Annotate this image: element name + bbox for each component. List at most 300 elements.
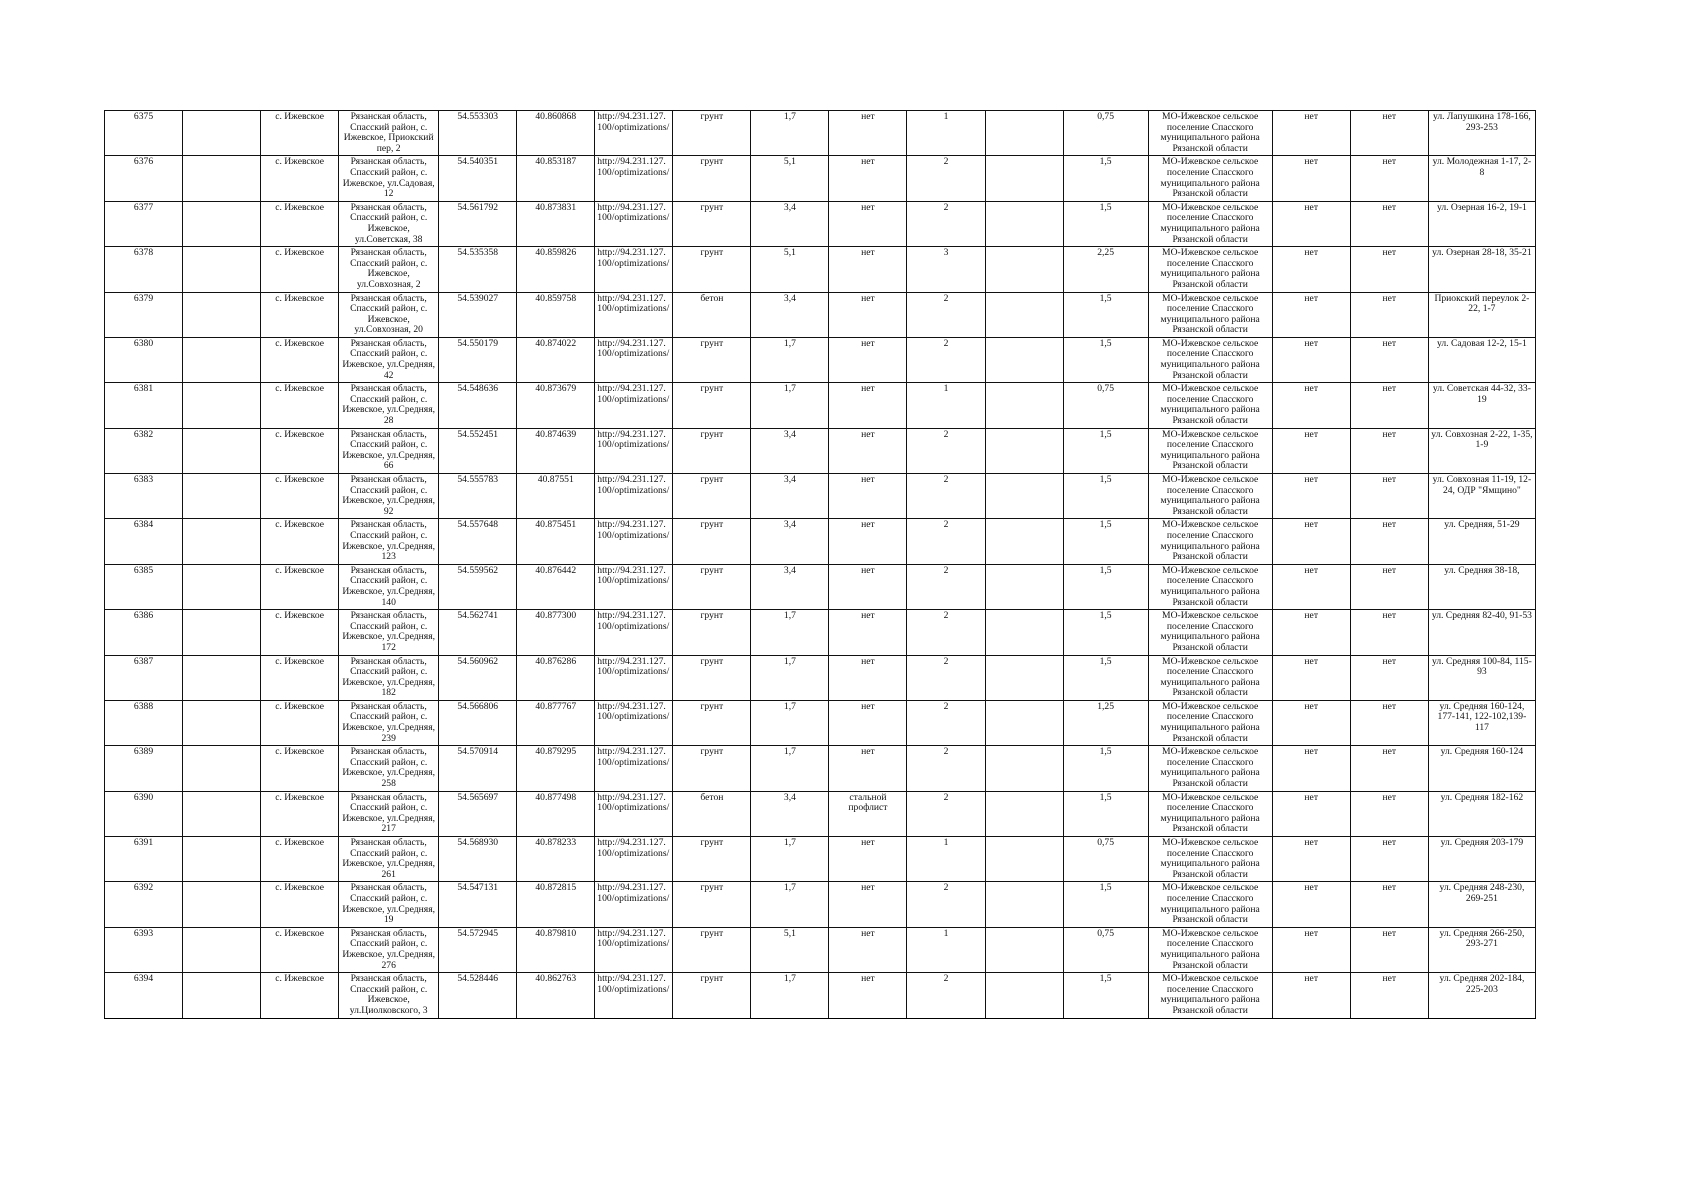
container-count-cell: 2	[907, 610, 985, 655]
flag-cell: нет	[1350, 156, 1428, 201]
longitude-cell: 40.873679	[517, 383, 595, 428]
volume-cell: 1,5	[1063, 610, 1148, 655]
area-cell: 1,7	[751, 746, 829, 791]
empty-cell	[183, 383, 261, 428]
address-cell: Рязанская область, Спасский район, с. Ижевское, ул.Средняя, 276	[339, 927, 439, 972]
address-cell: Рязанская область, Спасский район, с. Ижевское, ул.Средняя, 140	[339, 564, 439, 609]
flag-cell: нет	[1350, 292, 1428, 337]
cover-cell: нет	[829, 564, 907, 609]
flag-cell: нет	[1272, 700, 1350, 745]
address-cell: Рязанская область, Спасский район, с. Ижевское, ул.Садовая, 12	[339, 156, 439, 201]
area-cell: 1,7	[751, 700, 829, 745]
empty-cell	[183, 247, 261, 292]
empty-cell	[985, 474, 1063, 519]
served-addresses-cell: ул. Средняя 100-84, 115-93	[1428, 655, 1535, 700]
row-id-cell: 6376	[105, 156, 183, 201]
longitude-cell: 40.877300	[517, 610, 595, 655]
empty-cell	[985, 791, 1063, 836]
empty-cell	[183, 292, 261, 337]
volume-cell: 0,75	[1063, 927, 1148, 972]
container-count-cell: 1	[907, 837, 985, 882]
table-row	[105, 700, 1536, 745]
surface-cell: грунт	[673, 927, 751, 972]
served-addresses-cell: ул. Средняя 248-230, 269-251	[1428, 882, 1535, 927]
owner-cell: МО-Ижевское сельское поселение Спасского муниципального района Рязанской области	[1148, 564, 1272, 609]
row-id-cell: 6379	[105, 292, 183, 337]
empty-cell	[985, 564, 1063, 609]
owner-cell: МО-Ижевское сельское поселение Спасского муниципального района Рязанской области	[1148, 519, 1272, 564]
address-cell: Рязанская область, Спасский район, с. Ижевское, ул.Совхозная, 2	[339, 247, 439, 292]
url-cell: http://94.231.127.100/optimizations/	[595, 156, 673, 201]
row-id-cell: 6377	[105, 201, 183, 246]
cover-cell: нет	[829, 292, 907, 337]
empty-cell	[985, 927, 1063, 972]
address-cell: Рязанская область, Спасский район, с. Ижевское, ул.Средняя, 19	[339, 882, 439, 927]
volume-cell: 1,5	[1063, 156, 1148, 201]
empty-cell	[985, 882, 1063, 927]
flag-cell: нет	[1350, 111, 1428, 156]
container-count-cell: 1	[907, 111, 985, 156]
table-row	[105, 655, 1536, 700]
flag-cell: нет	[1272, 973, 1350, 1018]
surface-cell: грунт	[673, 655, 751, 700]
surface-cell: грунт	[673, 383, 751, 428]
url-cell: http://94.231.127.100/optimizations/	[595, 564, 673, 609]
flag-cell: нет	[1350, 519, 1428, 564]
row-id-cell: 6393	[105, 927, 183, 972]
cover-cell: нет	[829, 700, 907, 745]
address-cell: Рязанская область, Спасский район, с. Ижевское, ул.Средняя, 172	[339, 610, 439, 655]
flag-cell: нет	[1350, 927, 1428, 972]
owner-cell: МО-Ижевское сельское поселение Спасского муниципального района Рязанской области	[1148, 474, 1272, 519]
owner-cell: МО-Ижевское сельское поселение Спасского муниципального района Рязанской области	[1148, 700, 1272, 745]
served-addresses-cell: ул. Средняя 38-18,	[1428, 564, 1535, 609]
volume-cell: 1,5	[1063, 428, 1148, 473]
table-row	[105, 564, 1536, 609]
flag-cell: нет	[1272, 837, 1350, 882]
container-count-cell: 2	[907, 292, 985, 337]
container-count-cell: 2	[907, 474, 985, 519]
container-count-cell: 2	[907, 337, 985, 382]
served-addresses-cell: ул. Средняя 182-162	[1428, 791, 1535, 836]
row-id-cell: 6383	[105, 474, 183, 519]
area-cell: 1,7	[751, 973, 829, 1018]
settlement-cell: с. Ижевское	[261, 927, 339, 972]
empty-cell	[183, 201, 261, 246]
volume-cell: 1,5	[1063, 564, 1148, 609]
container-count-cell: 1	[907, 927, 985, 972]
longitude-cell: 40.859826	[517, 247, 595, 292]
url-cell: http://94.231.127.100/optimizations/	[595, 837, 673, 882]
container-count-cell: 2	[907, 519, 985, 564]
settlement-cell: с. Ижевское	[261, 337, 339, 382]
longitude-cell: 40.879810	[517, 927, 595, 972]
container-count-cell: 2	[907, 973, 985, 1018]
settlement-cell: с. Ижевское	[261, 610, 339, 655]
flag-cell: нет	[1350, 837, 1428, 882]
flag-cell: нет	[1350, 973, 1428, 1018]
address-cell: Рязанская область, Спасский район, с. Ижевское, ул.Средняя, 92	[339, 474, 439, 519]
owner-cell: МО-Ижевское сельское поселение Спасского муниципального района Рязанской области	[1148, 292, 1272, 337]
url-cell: http://94.231.127.100/optimizations/	[595, 973, 673, 1018]
served-addresses-cell: ул. Лапушкина 178-166, 293-253	[1428, 111, 1535, 156]
row-id-cell: 6386	[105, 610, 183, 655]
owner-cell: МО-Ижевское сельское поселение Спасского муниципального района Рязанской области	[1148, 201, 1272, 246]
area-cell: 5,1	[751, 156, 829, 201]
url-cell: http://94.231.127.100/optimizations/	[595, 610, 673, 655]
surface-cell: грунт	[673, 973, 751, 1018]
settlement-cell: с. Ижевское	[261, 428, 339, 473]
flag-cell: нет	[1272, 746, 1350, 791]
table-row	[105, 428, 1536, 473]
address-cell: Рязанская область, Спасский район, с. Ижевское, ул.Средняя, 217	[339, 791, 439, 836]
area-cell: 1,7	[751, 837, 829, 882]
row-id-cell: 6382	[105, 428, 183, 473]
latitude-cell: 54.528446	[439, 973, 517, 1018]
url-cell: http://94.231.127.100/optimizations/	[595, 882, 673, 927]
surface-cell: грунт	[673, 610, 751, 655]
url-cell: http://94.231.127.100/optimizations/	[595, 791, 673, 836]
empty-cell	[985, 247, 1063, 292]
latitude-cell: 54.552451	[439, 428, 517, 473]
row-id-cell: 6381	[105, 383, 183, 428]
url-cell: http://94.231.127.100/optimizations/	[595, 247, 673, 292]
empty-cell	[985, 973, 1063, 1018]
surface-cell: грунт	[673, 519, 751, 564]
url-cell: http://94.231.127.100/optimizations/	[595, 383, 673, 428]
volume-cell: 1,5	[1063, 519, 1148, 564]
settlement-cell: с. Ижевское	[261, 837, 339, 882]
served-addresses-cell: ул. Совхозная 11-19, 12-24, ОДР "Ямщино"	[1428, 474, 1535, 519]
area-cell: 1,7	[751, 882, 829, 927]
settlement-cell: с. Ижевское	[261, 292, 339, 337]
address-cell: Рязанская область, Спасский район, с. Ижевское, ул.Средняя, 261	[339, 837, 439, 882]
surface-cell: бетон	[673, 292, 751, 337]
url-cell: http://94.231.127.100/optimizations/	[595, 111, 673, 156]
area-cell: 3,4	[751, 564, 829, 609]
latitude-cell: 54.557648	[439, 519, 517, 564]
area-cell: 3,4	[751, 201, 829, 246]
flag-cell: нет	[1272, 564, 1350, 609]
empty-cell	[183, 337, 261, 382]
surface-cell: грунт	[673, 156, 751, 201]
container-count-cell: 2	[907, 700, 985, 745]
cover-cell: нет	[829, 337, 907, 382]
flag-cell: нет	[1350, 383, 1428, 428]
owner-cell: МО-Ижевское сельское поселение Спасского муниципального района Рязанской области	[1148, 383, 1272, 428]
table-row	[105, 247, 1536, 292]
latitude-cell: 54.540351	[439, 156, 517, 201]
flag-cell: нет	[1272, 791, 1350, 836]
flag-cell: нет	[1350, 474, 1428, 519]
address-cell: Рязанская область, Спасский район, с. Ижевское, ул.Средняя, 258	[339, 746, 439, 791]
address-cell: Рязанская область, Спасский район, с. Ижевское, ул.Средняя, 239	[339, 700, 439, 745]
row-id-cell: 6389	[105, 746, 183, 791]
table-row	[105, 927, 1536, 972]
table-row	[105, 156, 1536, 201]
cover-cell: нет	[829, 519, 907, 564]
area-cell: 3,4	[751, 292, 829, 337]
row-id-cell: 6387	[105, 655, 183, 700]
served-addresses-cell: ул. Советская 44-32, 33-19	[1428, 383, 1535, 428]
latitude-cell: 54.559562	[439, 564, 517, 609]
served-addresses-cell: ул. Садовая 12-2, 15-1	[1428, 337, 1535, 382]
settlement-cell: с. Ижевское	[261, 791, 339, 836]
served-addresses-cell: ул. Озерная 16-2, 19-1	[1428, 201, 1535, 246]
cover-cell: нет	[829, 837, 907, 882]
served-addresses-cell: ул. Средняя 202-184, 225-203	[1428, 973, 1535, 1018]
settlement-cell: с. Ижевское	[261, 700, 339, 745]
settlement-cell: с. Ижевское	[261, 882, 339, 927]
empty-cell	[985, 337, 1063, 382]
owner-cell: МО-Ижевское сельское поселение Спасского муниципального района Рязанской области	[1148, 655, 1272, 700]
flag-cell: нет	[1350, 201, 1428, 246]
served-addresses-cell: ул. Средняя 160-124	[1428, 746, 1535, 791]
longitude-cell: 40.860868	[517, 111, 595, 156]
empty-cell	[985, 837, 1063, 882]
settlement-cell: с. Ижевское	[261, 655, 339, 700]
address-cell: Рязанская область, Спасский район, с. Ижевское, ул.Циолковского, 3	[339, 973, 439, 1018]
url-cell: http://94.231.127.100/optimizations/	[595, 746, 673, 791]
empty-cell	[183, 519, 261, 564]
surface-cell: грунт	[673, 201, 751, 246]
empty-cell	[183, 474, 261, 519]
flag-cell: нет	[1350, 882, 1428, 927]
owner-cell: МО-Ижевское сельское поселение Спасского муниципального района Рязанской области	[1148, 428, 1272, 473]
longitude-cell: 40.874022	[517, 337, 595, 382]
volume-cell: 1,25	[1063, 700, 1148, 745]
url-cell: http://94.231.127.100/optimizations/	[595, 428, 673, 473]
cover-cell: нет	[829, 383, 907, 428]
latitude-cell: 54.548636	[439, 383, 517, 428]
empty-cell	[183, 791, 261, 836]
settlement-cell: с. Ижевское	[261, 564, 339, 609]
cover-cell: нет	[829, 156, 907, 201]
longitude-cell: 40.862763	[517, 973, 595, 1018]
volume-cell: 1,5	[1063, 882, 1148, 927]
cover-cell: нет	[829, 927, 907, 972]
url-cell: http://94.231.127.100/optimizations/	[595, 655, 673, 700]
served-addresses-cell: ул. Средняя 266-250, 293-271	[1428, 927, 1535, 972]
table-row	[105, 201, 1536, 246]
table-row	[105, 337, 1536, 382]
latitude-cell: 54.562741	[439, 610, 517, 655]
document-page	[104, 110, 1536, 1019]
served-addresses-cell: Приокский переулок 2-22, 1-7	[1428, 292, 1535, 337]
surface-cell: грунт	[673, 474, 751, 519]
longitude-cell: 40.876442	[517, 564, 595, 609]
settlement-cell: с. Ижевское	[261, 201, 339, 246]
address-cell: Рязанская область, Спасский район, с. Ижевское, ул.Совхозная, 20	[339, 292, 439, 337]
area-cell: 1,7	[751, 383, 829, 428]
row-id-cell: 6380	[105, 337, 183, 382]
latitude-cell: 54.570914	[439, 746, 517, 791]
volume-cell: 0,75	[1063, 111, 1148, 156]
address-cell: Рязанская область, Спасский район, с. Ижевское, ул.Средняя, 182	[339, 655, 439, 700]
latitude-cell: 54.566806	[439, 700, 517, 745]
longitude-cell: 40.877498	[517, 791, 595, 836]
cover-cell: нет	[829, 428, 907, 473]
cover-cell: нет	[829, 746, 907, 791]
served-addresses-cell: ул. Средняя, 51-29	[1428, 519, 1535, 564]
area-cell: 3,4	[751, 428, 829, 473]
empty-cell	[183, 837, 261, 882]
flag-cell: нет	[1272, 610, 1350, 655]
row-id-cell: 6388	[105, 700, 183, 745]
owner-cell: МО-Ижевское сельское поселение Спасского муниципального района Рязанской области	[1148, 746, 1272, 791]
longitude-cell: 40.879295	[517, 746, 595, 791]
registry-table	[104, 110, 1536, 1019]
empty-cell	[985, 383, 1063, 428]
latitude-cell: 54.572945	[439, 927, 517, 972]
url-cell: http://94.231.127.100/optimizations/	[595, 292, 673, 337]
address-cell: Рязанская область, Спасский район, с. Ижевское, ул.Советская, 38	[339, 201, 439, 246]
flag-cell: нет	[1272, 428, 1350, 473]
cover-cell: нет	[829, 973, 907, 1018]
row-id-cell: 6390	[105, 791, 183, 836]
row-id-cell: 6394	[105, 973, 183, 1018]
url-cell: http://94.231.127.100/optimizations/	[595, 927, 673, 972]
area-cell: 5,1	[751, 247, 829, 292]
url-cell: http://94.231.127.100/optimizations/	[595, 700, 673, 745]
latitude-cell: 54.568930	[439, 837, 517, 882]
container-count-cell: 2	[907, 564, 985, 609]
surface-cell: грунт	[673, 564, 751, 609]
settlement-cell: с. Ижевское	[261, 519, 339, 564]
longitude-cell: 40.875451	[517, 519, 595, 564]
latitude-cell: 54.550179	[439, 337, 517, 382]
settlement-cell: с. Ижевское	[261, 247, 339, 292]
empty-cell	[985, 655, 1063, 700]
area-cell: 1,7	[751, 655, 829, 700]
owner-cell: МО-Ижевское сельское поселение Спасского муниципального района Рязанской области	[1148, 973, 1272, 1018]
table-row	[105, 973, 1536, 1018]
flag-cell: нет	[1272, 383, 1350, 428]
table-row	[105, 519, 1536, 564]
row-id-cell: 6384	[105, 519, 183, 564]
flag-cell: нет	[1350, 700, 1428, 745]
flag-cell: нет	[1272, 247, 1350, 292]
volume-cell: 1,5	[1063, 655, 1148, 700]
url-cell: http://94.231.127.100/optimizations/	[595, 201, 673, 246]
url-cell: http://94.231.127.100/optimizations/	[595, 337, 673, 382]
table-row	[105, 111, 1536, 156]
flag-cell: нет	[1272, 156, 1350, 201]
address-cell: Рязанская область, Спасский район, с. Ижевское, ул.Средняя, 42	[339, 337, 439, 382]
flag-cell: нет	[1350, 746, 1428, 791]
container-count-cell: 2	[907, 655, 985, 700]
flag-cell: нет	[1272, 927, 1350, 972]
surface-cell: грунт	[673, 111, 751, 156]
container-count-cell: 2	[907, 746, 985, 791]
settlement-cell: с. Ижевское	[261, 383, 339, 428]
longitude-cell: 40.873831	[517, 201, 595, 246]
surface-cell: бетон	[673, 791, 751, 836]
volume-cell: 0,75	[1063, 837, 1148, 882]
surface-cell: грунт	[673, 247, 751, 292]
surface-cell: грунт	[673, 428, 751, 473]
flag-cell: нет	[1350, 655, 1428, 700]
empty-cell	[985, 700, 1063, 745]
empty-cell	[985, 519, 1063, 564]
url-cell: http://94.231.127.100/optimizations/	[595, 474, 673, 519]
surface-cell: грунт	[673, 882, 751, 927]
flag-cell: нет	[1272, 655, 1350, 700]
empty-cell	[183, 111, 261, 156]
cover-cell: нет	[829, 247, 907, 292]
flag-cell: нет	[1350, 791, 1428, 836]
table-row	[105, 791, 1536, 836]
owner-cell: МО-Ижевское сельское поселение Спасского муниципального района Рязанской области	[1148, 247, 1272, 292]
table-row	[105, 610, 1536, 655]
owner-cell: МО-Ижевское сельское поселение Спасского муниципального района Рязанской области	[1148, 927, 1272, 972]
served-addresses-cell: ул. Молодежная 1-17, 2-8	[1428, 156, 1535, 201]
empty-cell	[985, 201, 1063, 246]
longitude-cell: 40.876286	[517, 655, 595, 700]
flag-cell: нет	[1350, 610, 1428, 655]
surface-cell: грунт	[673, 837, 751, 882]
empty-cell	[183, 610, 261, 655]
latitude-cell: 54.547131	[439, 882, 517, 927]
flag-cell: нет	[1272, 111, 1350, 156]
settlement-cell: с. Ижевское	[261, 156, 339, 201]
area-cell: 1,7	[751, 111, 829, 156]
flag-cell: нет	[1350, 428, 1428, 473]
table-row	[105, 383, 1536, 428]
owner-cell: МО-Ижевское сельское поселение Спасского муниципального района Рязанской области	[1148, 337, 1272, 382]
longitude-cell: 40.87551	[517, 474, 595, 519]
area-cell: 1,7	[751, 610, 829, 655]
container-count-cell: 2	[907, 428, 985, 473]
empty-cell	[985, 292, 1063, 337]
longitude-cell: 40.877767	[517, 700, 595, 745]
owner-cell: МО-Ижевское сельское поселение Спасского муниципального района Рязанской области	[1148, 156, 1272, 201]
owner-cell: МО-Ижевское сельское поселение Спасского муниципального района Рязанской области	[1148, 791, 1272, 836]
volume-cell: 1,5	[1063, 746, 1148, 791]
settlement-cell: с. Ижевское	[261, 474, 339, 519]
row-id-cell: 6392	[105, 882, 183, 927]
flag-cell: нет	[1272, 519, 1350, 564]
container-count-cell: 2	[907, 201, 985, 246]
volume-cell: 1,5	[1063, 474, 1148, 519]
flag-cell: нет	[1350, 247, 1428, 292]
empty-cell	[985, 156, 1063, 201]
empty-cell	[183, 746, 261, 791]
volume-cell: 1,5	[1063, 201, 1148, 246]
address-cell: Рязанская область, Спасский район, с. Ижевское, ул.Средняя, 123	[339, 519, 439, 564]
row-id-cell: 6378	[105, 247, 183, 292]
row-id-cell: 6391	[105, 837, 183, 882]
longitude-cell: 40.853187	[517, 156, 595, 201]
latitude-cell: 54.535358	[439, 247, 517, 292]
row-id-cell: 6375	[105, 111, 183, 156]
table-row	[105, 837, 1536, 882]
table-row	[105, 882, 1536, 927]
served-addresses-cell: ул. Средняя 203-179	[1428, 837, 1535, 882]
table-row	[105, 474, 1536, 519]
empty-cell	[183, 700, 261, 745]
surface-cell: грунт	[673, 746, 751, 791]
container-count-cell: 2	[907, 882, 985, 927]
empty-cell	[183, 927, 261, 972]
longitude-cell: 40.878233	[517, 837, 595, 882]
container-count-cell: 1	[907, 383, 985, 428]
cover-cell: нет	[829, 474, 907, 519]
settlement-cell: с. Ижевское	[261, 973, 339, 1018]
volume-cell: 2,25	[1063, 247, 1148, 292]
container-count-cell: 3	[907, 247, 985, 292]
empty-cell	[183, 655, 261, 700]
